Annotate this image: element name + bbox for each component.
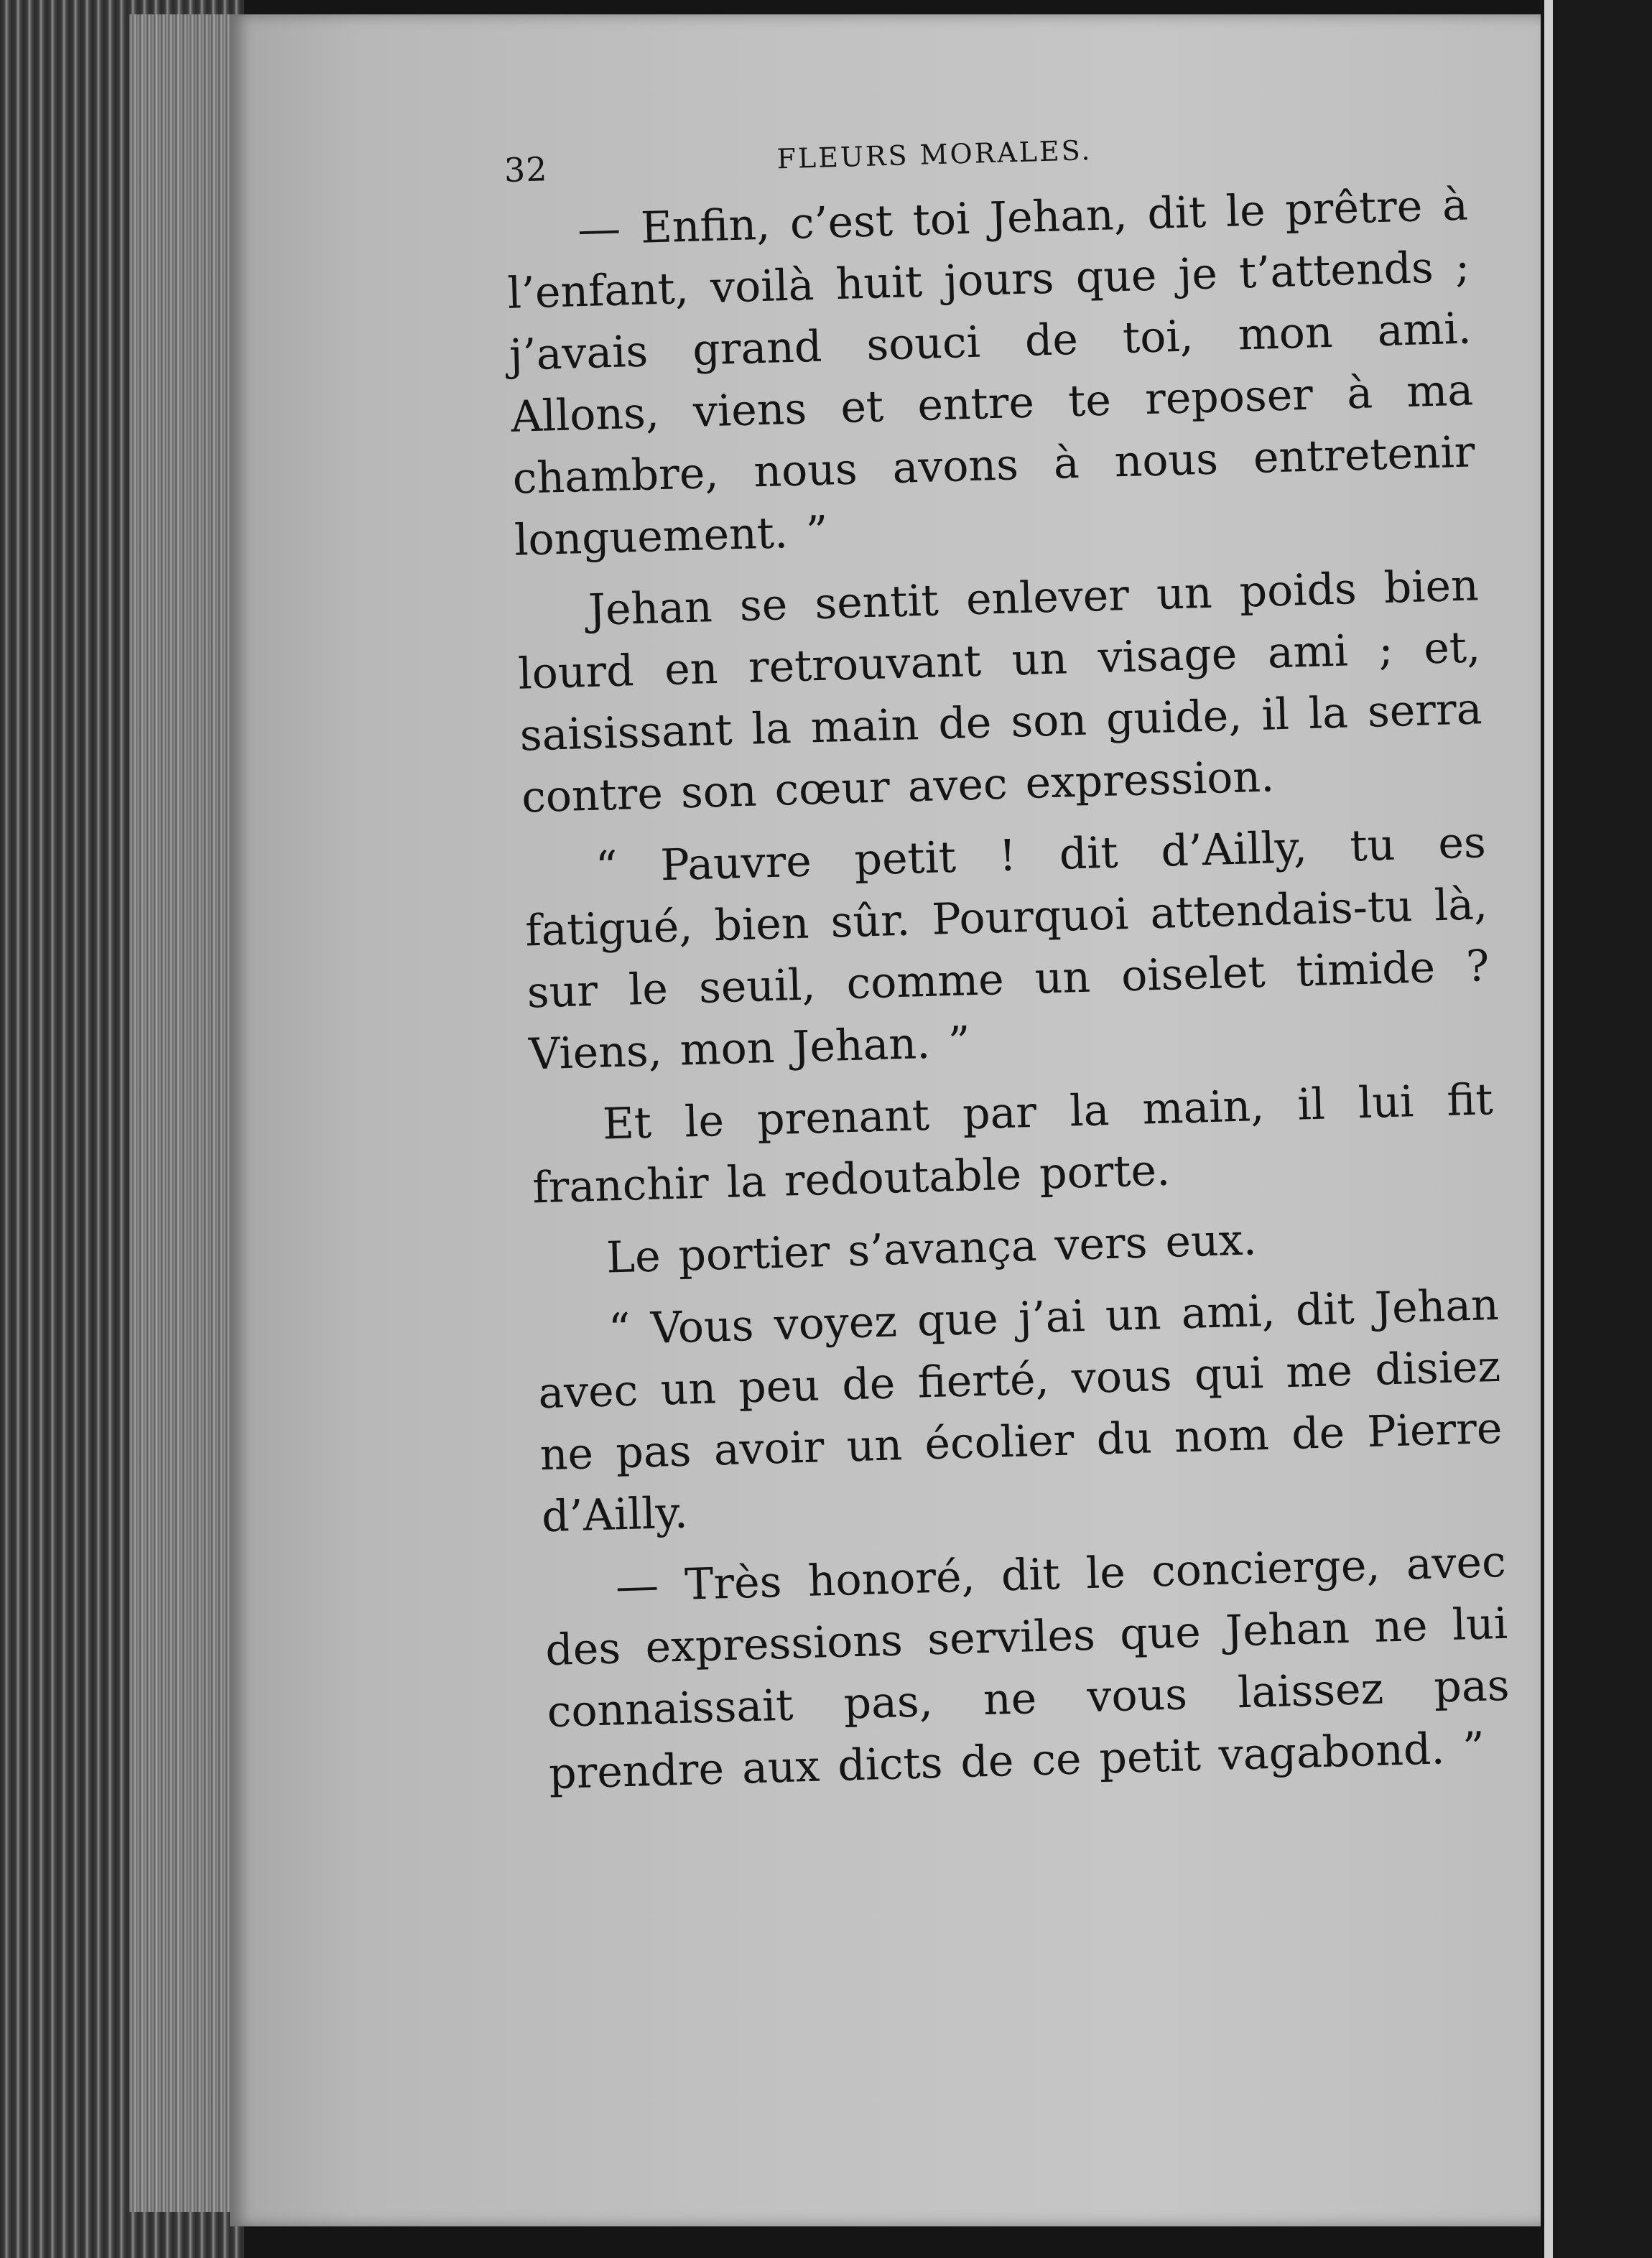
book-page [230,14,1541,2226]
paragraph-1: — Enfin, c’est toi Jehan, dit le prêtre à l’enfant, voilà huit jours que je t’attends ; j’avais grand souci de toi, mon ami. Allons, viens et entre te reposer à ma chambre, nous avons à nous entretenir longuement. ” [506,180,1476,566]
paragraph-3: “ Pauvre petit ! dit d’Ailly, tu es fatigué, bien sûr. Pourquoi attendais-tu là, sur le seuil, comme un oiselet timide ? Viens, mon Jehan. ” [524,817,1490,1080]
page-header: FLEURS MORALES. [776,134,1092,175]
paragraph-5: Le portier s’avança vers eux. [605,1214,1258,1283]
page-number: 32 [504,149,549,190]
paragraph-4: Et le prenant par la main, il lui fit franchir la redoutable porte. [532,1074,1494,1214]
paragraph-2: Jehan se sentit enlever un poids bien lourd en retrouvant un visage ami ; et, saisissant la main de son guide, il la serra contre son cœur avec expression. [517,560,1483,823]
book-binding-edge [1544,0,1652,2258]
page-content [503,96,1512,1815]
stacked-page-edges [0,0,244,2258]
paragraph-6: “ Vous voyez que j’ai un ami, dit Jehan avec un peu de fierté, vous qui me disiez ne pas avoir un écolier du nom de Pierre d’Ailly. [537,1279,1503,1543]
paragraph-7: — Très honoré, dit le concierge, avec des expressions serviles que Jehan ne lui connaissait pas, ne vous laissez pas prendre aux dicts de ce petit vagabond. ” [544,1536,1511,1800]
